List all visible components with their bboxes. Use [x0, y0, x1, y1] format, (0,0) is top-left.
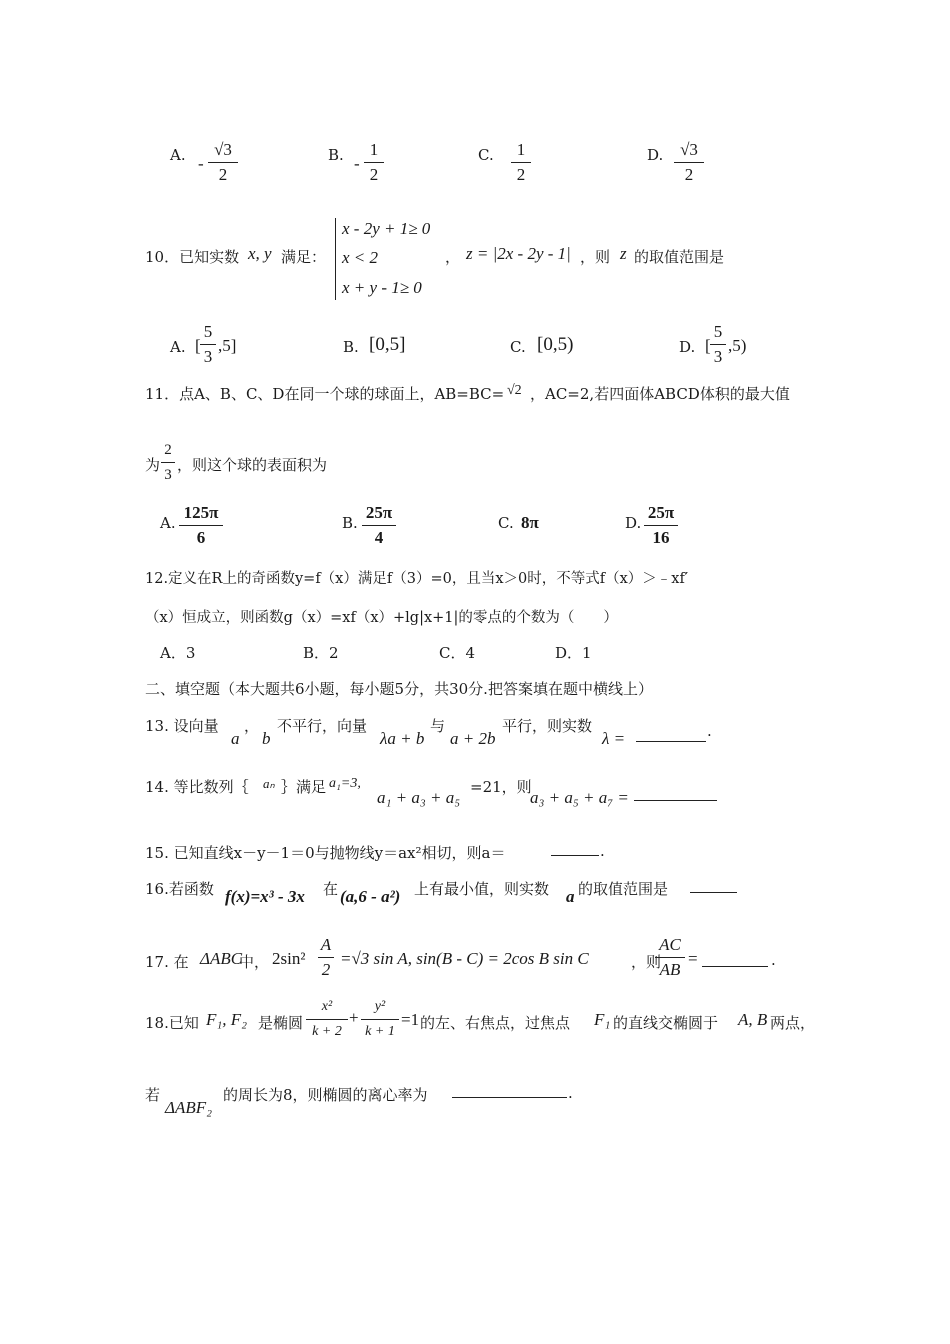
q10-option-c-label: C. — [510, 338, 526, 356]
q18-focus-f1: F₁ — [594, 1010, 611, 1029]
q18-points: A, B — [738, 1010, 768, 1029]
q15-text: 15. 已知直线x－y－1＝0与抛物线y＝ax²相切，则a＝ — [145, 844, 506, 862]
q14-expression-1: a₁ + a₃ + a₅ — [377, 788, 461, 807]
q13-period: . — [707, 722, 712, 740]
q10-then: ，则 — [580, 248, 611, 266]
q17-text-a: 17. 在 — [145, 953, 189, 971]
q11-option-a-label: A. — [160, 514, 176, 532]
q15-answer-blank — [551, 841, 599, 856]
q10-condition-2: x < 2 — [342, 248, 379, 267]
q10-option-d-label: D. — [679, 338, 696, 356]
q10-condition-3: x + y - 1≥ 0 — [342, 278, 422, 297]
q14-text-b: ｝满足 — [281, 778, 327, 796]
q18-text-a: 18.已知 — [145, 1014, 199, 1032]
q18-x-term: x² k + 2 — [306, 997, 348, 1042]
q18-text-c: 的左、右焦点，过焦点 — [420, 1014, 571, 1032]
q11-line-2a: 为 — [145, 456, 161, 474]
q16-text-a: 16.若函数 — [145, 880, 214, 898]
q18-line-2a: 若 — [145, 1086, 161, 1104]
q10-option-a-close: ,5] — [218, 336, 237, 355]
q18-equals-one: =1 — [401, 1010, 420, 1029]
q11-sqrt2: √2 — [507, 383, 522, 398]
q18-period: . — [568, 1084, 573, 1102]
q9-option-b-label: B. — [328, 146, 344, 164]
q17-text-b: 中， — [239, 953, 270, 971]
q11-option-b-label: B. — [342, 514, 358, 532]
q13-text-a: 13. 设向量 — [145, 717, 219, 735]
q18-foci: F₁, F₂ — [206, 1010, 248, 1029]
section-2-heading: 二、填空题（本大题共6小题，每小题5分，共30分.把答案填在题中横线上） — [145, 680, 653, 698]
q16-text-d: 的取值范围是 — [578, 880, 669, 898]
q10-option-a-label: A. — [170, 338, 186, 356]
q10-option-d-open: [ — [705, 336, 711, 355]
q18-y-term: y² k + 1 — [361, 997, 399, 1042]
q18-text-b: 是椭圆 — [258, 1014, 304, 1032]
q17-text-c: ，则 — [631, 953, 662, 971]
q18-plus: + — [349, 1008, 359, 1027]
q10-tail: 的取值范围是 — [634, 248, 725, 266]
q13-vector-a: a — [231, 729, 240, 748]
q12-option-c: C．4 — [439, 644, 476, 662]
q11-line-1b: ，AC=2,若四面体ABCD体积的最大值 — [530, 385, 790, 403]
q10-option-c-value: [0,5) — [537, 334, 574, 355]
q9-option-a-label: A. — [170, 146, 186, 164]
q18-text-e: 两点， — [770, 1014, 816, 1032]
q9-option-a-sign: - — [198, 154, 204, 173]
q14-sequence: aₙ — [263, 776, 275, 791]
q18-answer-blank — [452, 1083, 567, 1098]
q18-line-2b: 的周长为8，则椭圆的离心率为 — [223, 1086, 428, 1104]
q10-vars: x, y — [248, 244, 272, 263]
q9-option-c-frac: 1 2 — [511, 140, 531, 185]
q14-answer-blank — [634, 786, 717, 801]
q17-triangle: ΔABC — [200, 949, 243, 968]
q10-satisfies: 满足： — [281, 248, 327, 266]
q16-function: f(x)=x³ - 3x — [225, 887, 305, 906]
q10-option-b-label: B. — [343, 338, 359, 356]
q11-option-b-frac: 25π 4 — [362, 503, 396, 548]
q11-option-d-label: D. — [625, 514, 642, 532]
q14-a1: a₁=3, — [329, 776, 361, 791]
q17-half-angle-frac: A 2 — [318, 935, 334, 980]
q12-line-2: （x）恒成立，则函数g（x）=xf（x）+lg|x+1|的零点的个数为（ ） — [145, 610, 618, 626]
q15-period: . — [600, 842, 605, 860]
q10-system-brace — [335, 218, 336, 300]
q17-expression-2: =√3 sin A, sin(B - C) = 2cos B sin C — [340, 949, 589, 968]
q10-option-b-value: [0,5] — [369, 334, 406, 355]
q13-lambda: λ = — [602, 729, 626, 748]
q9-option-b-frac: 1 2 — [364, 140, 384, 185]
q10-z: z — [620, 244, 627, 263]
q16-variable-a: a — [566, 887, 575, 906]
q10-stem: 10．已知实数 — [145, 248, 240, 266]
q10-condition-1: x - 2y + 1≥ 0 — [342, 219, 431, 238]
q18-text-d: 的直线交椭圆于 — [613, 1014, 719, 1032]
q14-expression-2: a₃ + a₅ + a₇ = — [530, 788, 629, 807]
q11-option-d-frac: 25π 16 — [644, 503, 678, 548]
q13-text-b: 不平行，向量 — [277, 717, 368, 735]
q16-text-b: 在 — [323, 880, 339, 898]
q18-triangle: ΔABF₂ — [165, 1098, 213, 1117]
q16-interval: (a,6 - a²) — [340, 887, 401, 906]
q17-ratio-frac: AC AB — [655, 935, 685, 980]
q13-vector-b: b — [262, 729, 271, 748]
q11-option-a-frac: 125π 6 — [179, 503, 223, 548]
q12-line-1: 12.定义在R上的奇函数y=f（x）满足f（3）=0，且当x＞0时，不等式f（x）＞﹣xf′ — [145, 571, 689, 587]
q11-option-c-value: 8π — [521, 513, 539, 532]
q13-answer-blank — [636, 727, 706, 742]
q11-option-c-label: C. — [498, 514, 514, 532]
q9-option-d-frac: √3 2 — [674, 140, 704, 185]
q10-option-d-frac: 5 3 — [710, 322, 726, 367]
q10-comma: ， — [445, 248, 461, 266]
q17-period: . — [771, 951, 776, 969]
q9-option-b-sign: - — [354, 154, 360, 173]
q9-option-c-label: C. — [478, 146, 494, 164]
q14-text-a: 14. 等比数列｛ — [145, 778, 249, 796]
q14-text-c: =21，则 — [470, 778, 532, 796]
q12-option-b: B．2 — [303, 644, 339, 662]
q17-equals: = — [688, 949, 698, 968]
q10-z-expression: z = |2x - 2y - 1| — [466, 244, 571, 263]
q16-answer-blank — [690, 878, 737, 893]
q10-option-d-close: ,5) — [728, 336, 747, 355]
q13-text-c: 与 — [430, 717, 446, 735]
q17-answer-blank — [702, 952, 768, 967]
q11-line-1a: 11．点A、B、C、D在同一个球的球面上，AB=BC= — [145, 385, 505, 403]
q13-text-d: 平行，则实数 — [502, 717, 593, 735]
q12-option-d: D．1 — [555, 644, 592, 662]
q9-option-d-label: D. — [647, 146, 664, 164]
q9-option-a-frac: √3 2 — [208, 140, 238, 185]
q13-comma: ， — [244, 717, 260, 735]
q16-text-c: 上有最小值，则实数 — [414, 880, 550, 898]
q10-option-a-frac: 5 3 — [200, 322, 216, 367]
q10-option-a-open: [ — [195, 336, 201, 355]
q13-expression-1: λa + b — [380, 729, 425, 748]
q11-line-2b: ，则这个球的表面积为 — [177, 456, 328, 474]
q13-expression-2: a + 2b — [450, 729, 496, 748]
q12-option-a: A．3 — [160, 644, 196, 662]
q17-expression-1: 2sin² — [272, 949, 306, 968]
q11-fraction: 2 3 — [161, 440, 175, 485]
